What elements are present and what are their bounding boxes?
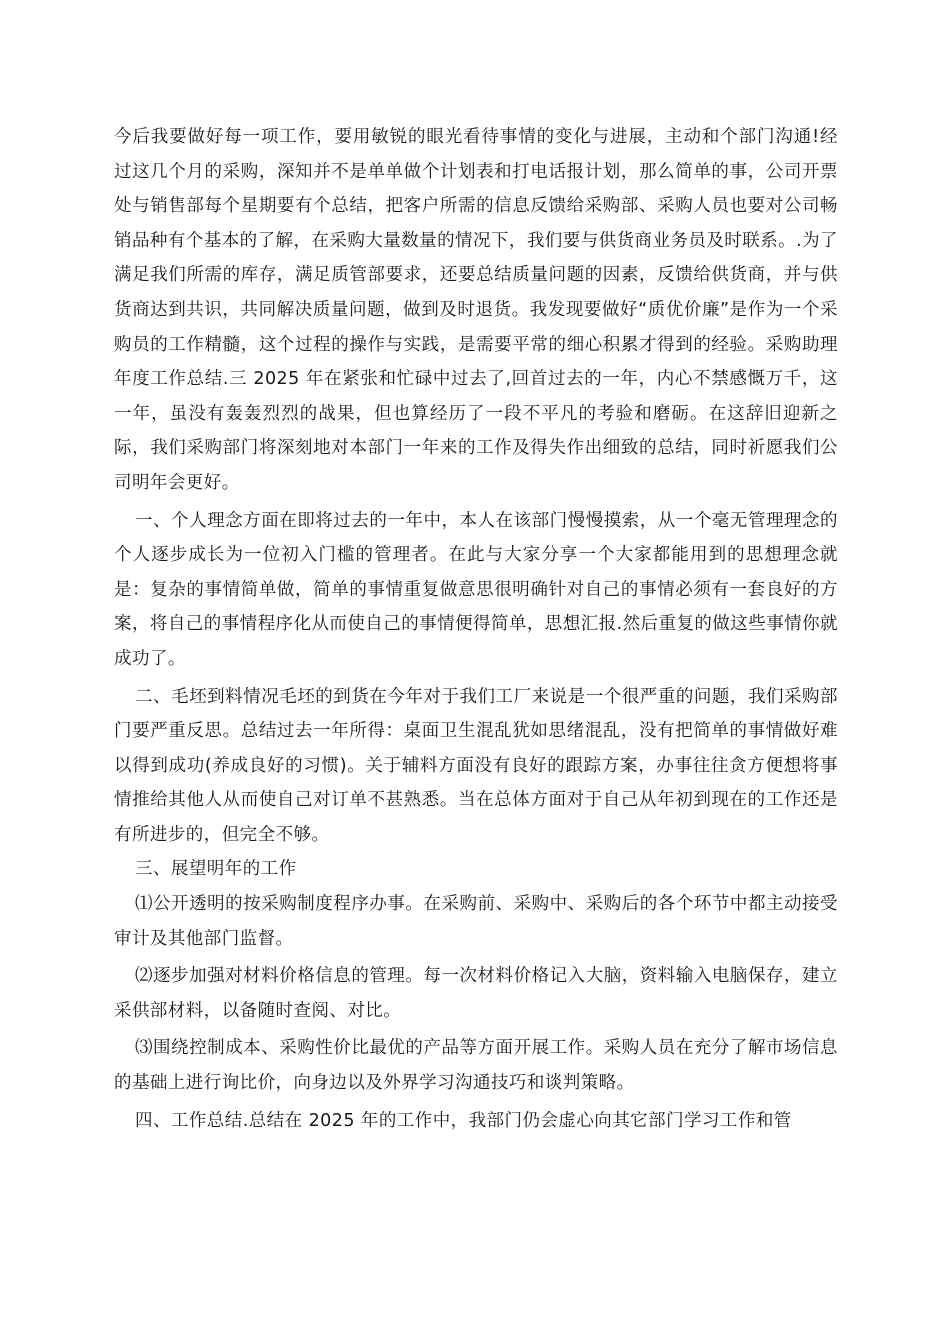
- paragraph-work-summary: 四、工作总结.总结在 2025 年的工作中，我部门仍会虚心向其它部门学习工作和管: [135, 1110, 792, 1131]
- paragraph-blank-materials: 二、毛坯到料情况毛坯的到货在今年对于我们工厂来说是一个很严重的问题，我们采购部门要严重反思。总结过去一年所得：桌面卫生混乱犹如思绪混乱，没有把简单的事情做好难以得到成功(养成良好的习惯)。关于辅料方面没有良好的跟踪方案，办事往往贪方便想将事情推给其他人从而使自己对订单不甚熟悉。当在总体方面对于自己从年初到现在的工作还是有所进步的，但完全不够。: [114, 686, 838, 845]
- paragraph-personal-philosophy: 一、个人理念方面在即将过去的一年中，本人在该部门慢慢摸索，从一个毫无管理理念的个人逐步成长为一位初入门槛的管理者。在此与大家分享一个大家都能用到的思想理念就是：复杂的事情简单做，简单的事情重复做意思很明确针对自己的事情必须有一套良好的方案，将自己的事情程序化从而使自己的事情便得简单，思想汇报.然后重复的做这些事情你就成功了。: [114, 510, 839, 669]
- paragraph-purchasing-experience: 今后我要做好每一项工作，要用敏锐的眼光看待事情的变化与进展，主动和个部门沟通!经过这几个月的采购，深知并不是单单做个计划表和打电话报计划，那么简单的事，公司开票处与销售部每个星期要有个总结，把客户所需的信息反馈给采购部、采购人员也要对公司畅销品种有个基本的了解，在采购大量数量的情况下，我们要与供货商业务员及时联系。.为了满足我们所需的库存，满足质管部要求，还要总结质量问题的因素，反馈给供货商，并与供货商达到共识，共同解决质量问题，做到及时退货。我发现要做好“质优价廉”是作为一个采购员的工作精髓，这个过程的操作与实践，是需要平常的细心积累才得到的经验。采购助理年度工作总结.三 2025 年在紧张和忙碌中过去了,回首过去的一年，内心不禁感慨万千，这一年，虽没有轰轰烈烈的战果，但也算经历了一段不平凡的考验和磨砺。在这辞旧迎新之际，我们采购部门将深刻地对本部门一年来的工作及得失作出细致的总结，同时祈愿我们公司明年会更好。: [114, 127, 839, 493]
- list-item-2: ⑵逐步加强对材料价格信息的管理。每一次材料价格记入大脑，资料输入电脑保存，建立采供部材料，以备随时查阅、对比。: [114, 966, 838, 1021]
- document-body: [114, 120, 838, 1138]
- section-heading-outlook: 三、展望明年的工作: [135, 859, 297, 880]
- list-item-3: ⑶围绕控制成本、采购性价比最优的产品等方面开展工作。采购人员在充分了解市场信息的基础上进行询比价，向身边以及外界学习沟通技巧和谈判策略。: [114, 1038, 838, 1094]
- list-item-1: ⑴公开透明的按采购制度程序办事。在采购前、采购中、采购后的各个环节中都主动接受审计及其他部门监督。: [114, 894, 838, 949]
